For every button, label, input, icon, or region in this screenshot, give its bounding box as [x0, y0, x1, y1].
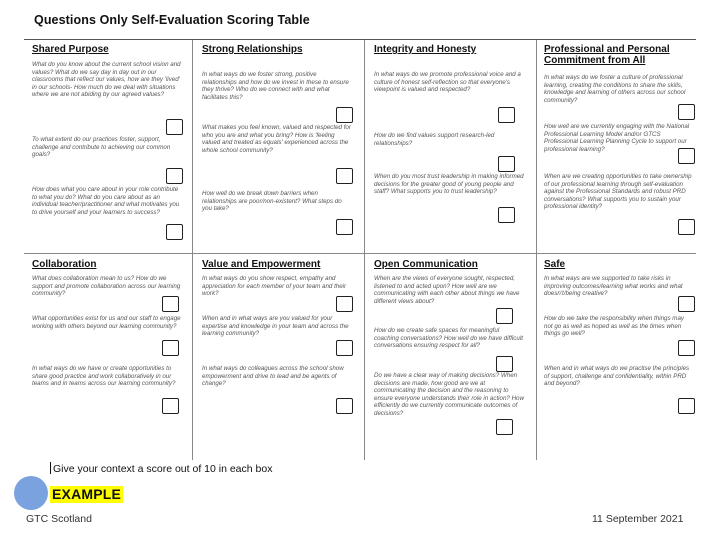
section-professional-commitment	[544, 44, 694, 249]
section-integrity-honesty	[374, 44, 530, 249]
scoring-grid	[24, 40, 696, 460]
score-box[interactable]	[336, 219, 353, 235]
score-box[interactable]	[678, 398, 695, 414]
question-text: How well are we currently engaging with the National Professional Learning Model and/or GTCS Professional Learning Planning Cycle to support our professional learning?	[544, 123, 690, 153]
question-text: In what ways do colleagues across the school show empowerment and drive to lead and be agents of change?	[202, 365, 344, 388]
score-box[interactable]	[496, 356, 513, 372]
score-box[interactable]	[496, 308, 513, 324]
score-box[interactable]	[498, 107, 515, 123]
score-box[interactable]	[498, 207, 515, 223]
question-text: What do you know about the current school vision and values? What do we say day in day out in our classrooms that reflect our values, how are they 'lived' in our schools- How much do we deal with situations where we are not abiding by our agreed values?	[32, 61, 181, 99]
section-heading: Professional and Personal Commitment from All	[544, 44, 670, 66]
section-open-communication	[374, 259, 530, 457]
question-text: In what ways do we foster strong, positive relationships and how do we invest in these to ensure they thrive? Who do we connect with and what facilitates this?	[202, 71, 349, 101]
column-divider	[192, 40, 193, 460]
score-box[interactable]	[678, 148, 695, 164]
score-box[interactable]	[678, 340, 695, 356]
question-text: Do we have a clear way of making decisions? When decisions are made, how good are we at communicating the decision and the reasoning to ensure everyone understands their role in action? How efficiently do we currently communicate outcomes of decisions?	[374, 372, 524, 417]
section-value-empowerment	[202, 259, 358, 457]
row-divider	[24, 253, 696, 254]
section-safe	[544, 259, 694, 457]
organisation-name: GTC Scotland	[26, 513, 92, 525]
section-heading: Collaboration	[32, 259, 97, 270]
question-text: What opportunities exist for us and our staff to engage working with others beyond our learning community?	[32, 315, 181, 330]
question-text: In what ways do we promote professional voice and a culture of honest self-reflection so that everyone's viewpoint is valued and respected?	[374, 71, 521, 94]
question-text: When do you most trust leadership in making informed decisions for the greater good of young people and staff? What supports you to trust leadership?	[374, 173, 524, 196]
score-box[interactable]	[166, 168, 183, 184]
section-heading: Integrity and Honesty	[374, 44, 477, 55]
example-label: EXAMPLE	[52, 486, 122, 502]
question-text: When and in what ways do we practise the principles of support, challenge and confidentiality, within PRD and beyond?	[544, 365, 690, 388]
question-text: How do we create safe spaces for meaningful coaching conversations? How well do we have difficult conversations ensuring respect for all?	[374, 327, 523, 350]
score-box[interactable]	[336, 398, 353, 414]
question-text: In what ways do we have or create opportunities to share good practice and work collaboratively in our teams and in teams across our learning community?	[32, 365, 176, 388]
score-box[interactable]	[678, 104, 695, 120]
text-cursor	[50, 462, 51, 474]
score-box[interactable]	[166, 119, 183, 135]
question-text: How does what you care about in your role contribute to what you do? What do you care about as an individual teacher/practitioner and what motivates you to drive yourself and your learners to success?	[32, 186, 180, 216]
footer-date: 11 September 2021	[592, 513, 684, 525]
section-heading: Open Communication	[374, 259, 478, 270]
table-title: Questions Only Self-Evaluation Scoring Table	[34, 13, 310, 27]
score-instruction-text: Give your context a score out of 10 in each box	[53, 463, 273, 475]
section-heading: Value and Empowerment	[202, 259, 321, 270]
score-box[interactable]	[162, 340, 179, 356]
section-heading: Safe	[544, 259, 566, 270]
question-text: How well do we break down barriers when relationships are poor/non-existent? What steps do you take?	[202, 190, 342, 213]
column-divider	[536, 40, 537, 460]
score-instruction	[50, 462, 272, 475]
score-box[interactable]	[336, 296, 353, 312]
question-text: When are the views of everyone sought, respected, listened to and acted upon? How well are we communicating with each other about things we have different views about?	[374, 275, 520, 305]
score-box[interactable]	[496, 419, 513, 435]
section-strong-relationships	[202, 44, 358, 249]
score-box[interactable]	[336, 340, 353, 356]
score-box[interactable]	[498, 156, 515, 172]
score-box[interactable]	[678, 219, 695, 235]
score-box[interactable]	[162, 296, 179, 312]
score-box[interactable]	[678, 296, 695, 312]
question-text: How do we take the responsibility when things may not go as well as hoped as well as the times when things go well?	[544, 315, 684, 338]
score-box[interactable]	[166, 224, 183, 240]
column-divider	[364, 40, 365, 460]
section-collaboration	[32, 259, 188, 457]
score-box[interactable]	[336, 107, 353, 123]
question-text: How do we find values support research-led relationships?	[374, 132, 495, 147]
question-text: When and in what ways are you valued for your expertise and knowledge in your team and across the learning community?	[202, 315, 349, 338]
question-text: What makes you feel known, valued and respected for who you are and what you bring? How is 'feeling valued and treated as equals' experienced across the whole school community?	[202, 124, 351, 154]
question-text: In what ways are we supported to take risks in improving outcomes/learning what works and what doesn't/being creative?	[544, 275, 683, 298]
score-box[interactable]	[336, 168, 353, 184]
question-text: In what ways do you show respect, empathy and appreciation for each member of your team and their work?	[202, 275, 347, 298]
question-text: In what ways do we foster a culture of professional learning, creating the conditions to share the skills, knowledge and learning of others across our school community?	[544, 74, 686, 104]
question-text: When are we creating opportunities to take ownership of our professional learning through self-evaluation against the Professional Standards and robust PRD conversations? What supports you to sustain your professional identity?	[544, 173, 692, 211]
scoring-table-sheet	[24, 7, 696, 475]
question-text: What does collaboration mean to us? How do we support and promote collaboration across our learning community?	[32, 275, 181, 298]
section-heading: Strong Relationships	[202, 44, 303, 55]
score-box[interactable]	[162, 398, 179, 414]
section-shared-purpose	[32, 44, 188, 249]
section-heading: Shared Purpose	[32, 44, 109, 55]
question-text: To what extent do our practices foster, support, challenge and contribute to achieving our common goals?	[32, 136, 171, 159]
gtc-logo-circle	[14, 476, 48, 510]
